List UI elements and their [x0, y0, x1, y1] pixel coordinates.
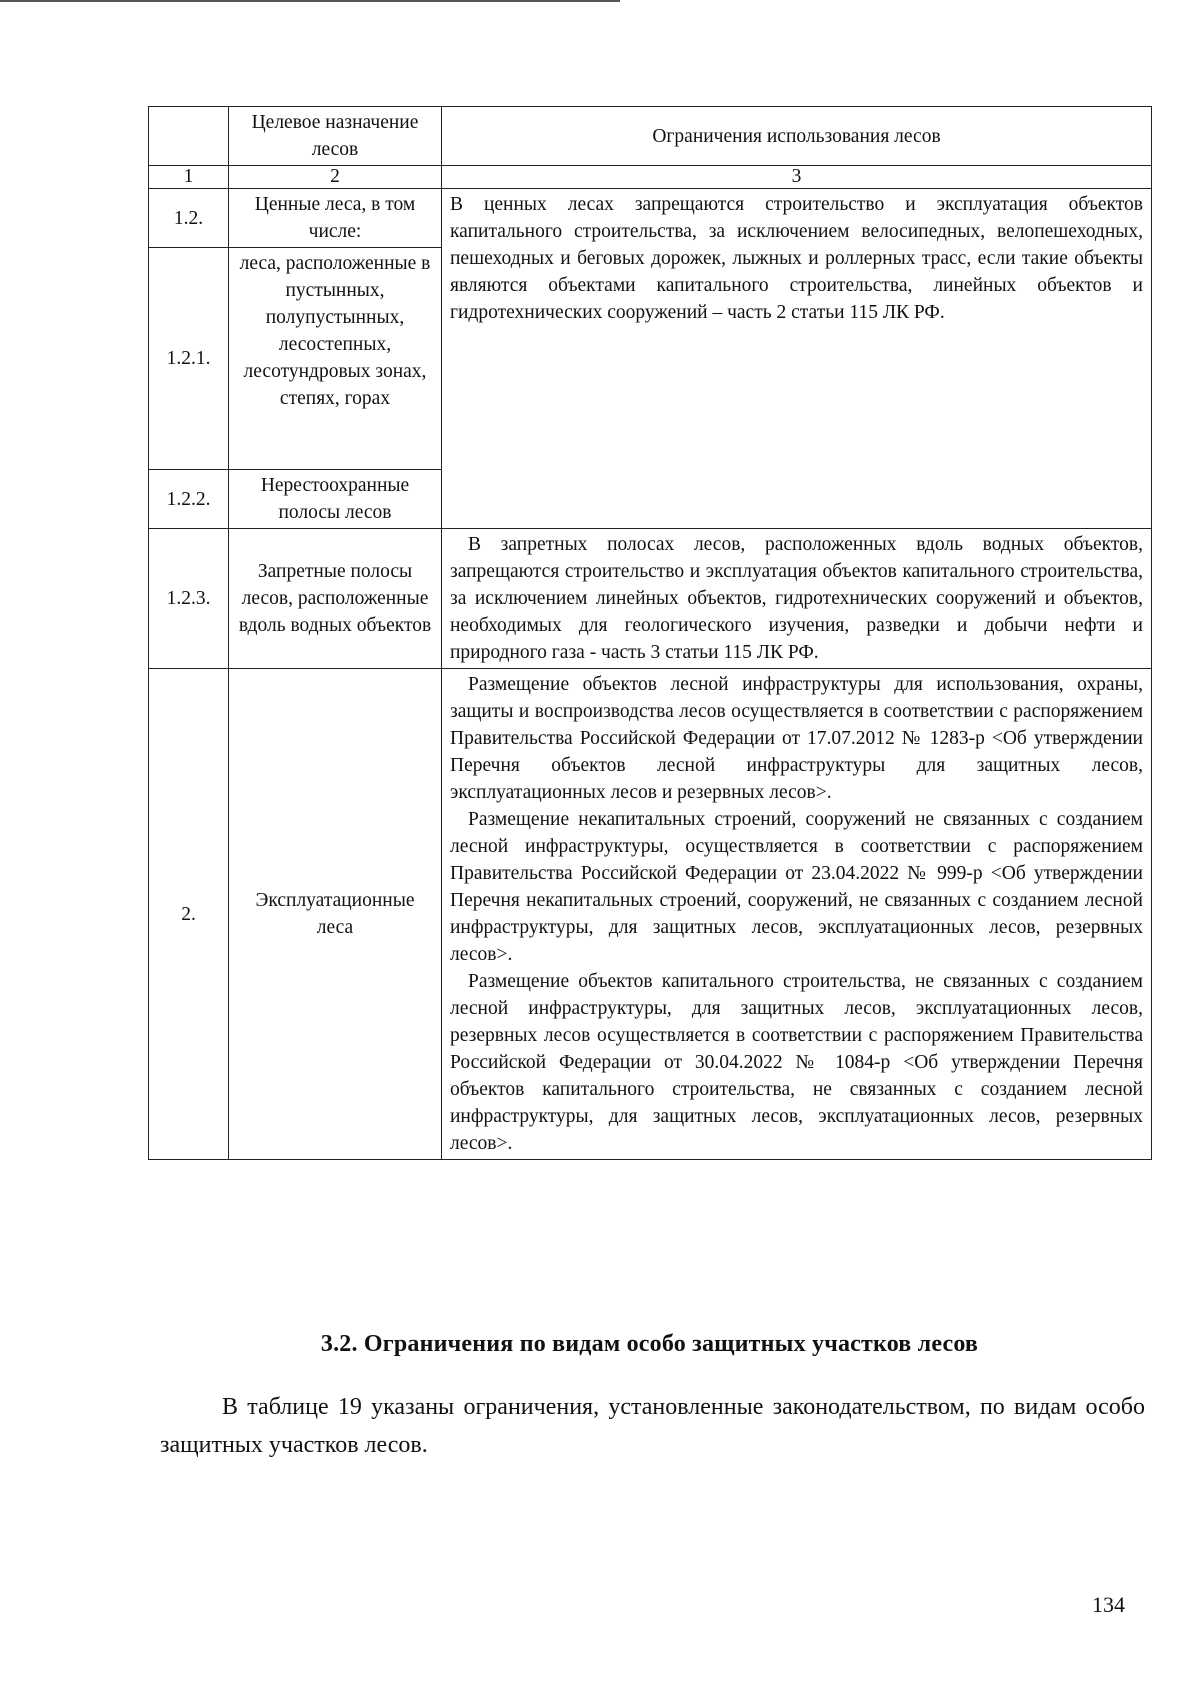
- table-row: [149, 189, 1152, 248]
- page-number: 134: [1092, 1592, 1125, 1617]
- table-row: [149, 529, 1152, 669]
- restriction-paragraph: Размещение некапитальных строений, сооружений не связанных с созданием лесной инфраструктуры, осуществляется в соответствии с распоряжением Правительства Российской Федерации от 23.04.2022 № 999-р <Об утверждении Перечня некапитальных строений, сооружений, не связанных с созданием лесной инфраструктуры, для защитных лесов, эксплуатационных лесов, резервных лесов>.: [450, 809, 1143, 965]
- restriction-protective-strips: В запретных полосах лесов, расположенных вдоль водных объектов, запрещаются строительство и эксплуатация объектов капитального строительства, за исключением линейных объектов, гидротехнических сооружений и объектов, необходимых для геологического изучения, разведки и добычи нефти и природного газа - часть 3 статьи 115 ЛК РФ.: [442, 529, 1152, 669]
- header-col-purpose: Целевое назначение лесов: [229, 107, 442, 166]
- restriction-exploitation-forests: [442, 669, 1152, 1160]
- restriction-paragraph: Размещение объектов капитального строительства, не связанных с созданием лесной инфраструктуры, для защитных лесов, эксплуатационных лесов, резервных лесов осуществляется в соответствии с распоряжением Правительства Российской Федерации от 30.04.2022 № 1084-р <Об утверждении Перечня объектов капитального строительства, не связанных с созданием лесной инфраструктуры, для защитных лесов, эксплуатационных лесов, резервных лесов>.: [450, 971, 1143, 1154]
- column-number: 1: [149, 166, 229, 189]
- header-col-restrictions: Ограничения использования лесов: [442, 107, 1152, 166]
- table-row: [149, 669, 1152, 1160]
- column-numbers-row: [149, 166, 1152, 189]
- row-purpose: Ценные леса, в том числе:: [229, 189, 442, 248]
- row-purpose: Запретные полосы лесов, расположенные вдоль водных объектов: [229, 529, 442, 669]
- table-header-row: [149, 107, 1152, 166]
- header-col-number: [149, 107, 229, 166]
- body-paragraph: В таблице 19 указаны ограничения, установленные законодательством, по видам особо защитных участков лесов.: [160, 1394, 1145, 1458]
- scan-edge-line: [0, 0, 620, 2]
- restriction-valuable-forests: В ценных лесах запрещаются строительство и эксплуатация объектов капитального строительства, за исключением велосипедных, велопешеходных, пешеходных и беговых дорожек, лыжных и роллерных трасс, если такие объекты являются объектами капитального строительства, линейных объектов и гидротехнических сооружений – часть 2 статьи 115 ЛК РФ.: [442, 189, 1152, 529]
- row-number: 1.2.1.: [149, 248, 229, 470]
- restriction-paragraph: Размещение объектов лесной инфраструктуры для использования, охраны, защиты и воспроизводства лесов осуществляется в соответствии с распоряжением Правительства Российской Федерации от 17.07.2012 № 1283-р <Об утверждении Перечня объектов лесной инфраструктуры для защитных лесов, эксплуатационных лесов и резервных лесов>.: [450, 674, 1143, 803]
- column-number: 3: [442, 166, 1152, 189]
- row-purpose: Нерестоохранные полосы лесов: [229, 470, 442, 529]
- row-purpose: леса, расположенные в пустынных, полупустынных, лесостепных, лесотундровых зонах, степях, горах: [229, 248, 442, 470]
- row-purpose: Эксплуатационные леса: [229, 669, 442, 1160]
- restrictions-table: [148, 106, 1152, 1160]
- row-number: 1.2.3.: [149, 529, 229, 669]
- column-number: 2: [229, 166, 442, 189]
- row-number: 1.2.2.: [149, 470, 229, 529]
- section-heading: 3.2. Ограничения по видам особо защитных участков лесов: [320, 1331, 979, 1357]
- row-number: 2.: [149, 669, 229, 1160]
- row-number: 1.2.: [149, 189, 229, 248]
